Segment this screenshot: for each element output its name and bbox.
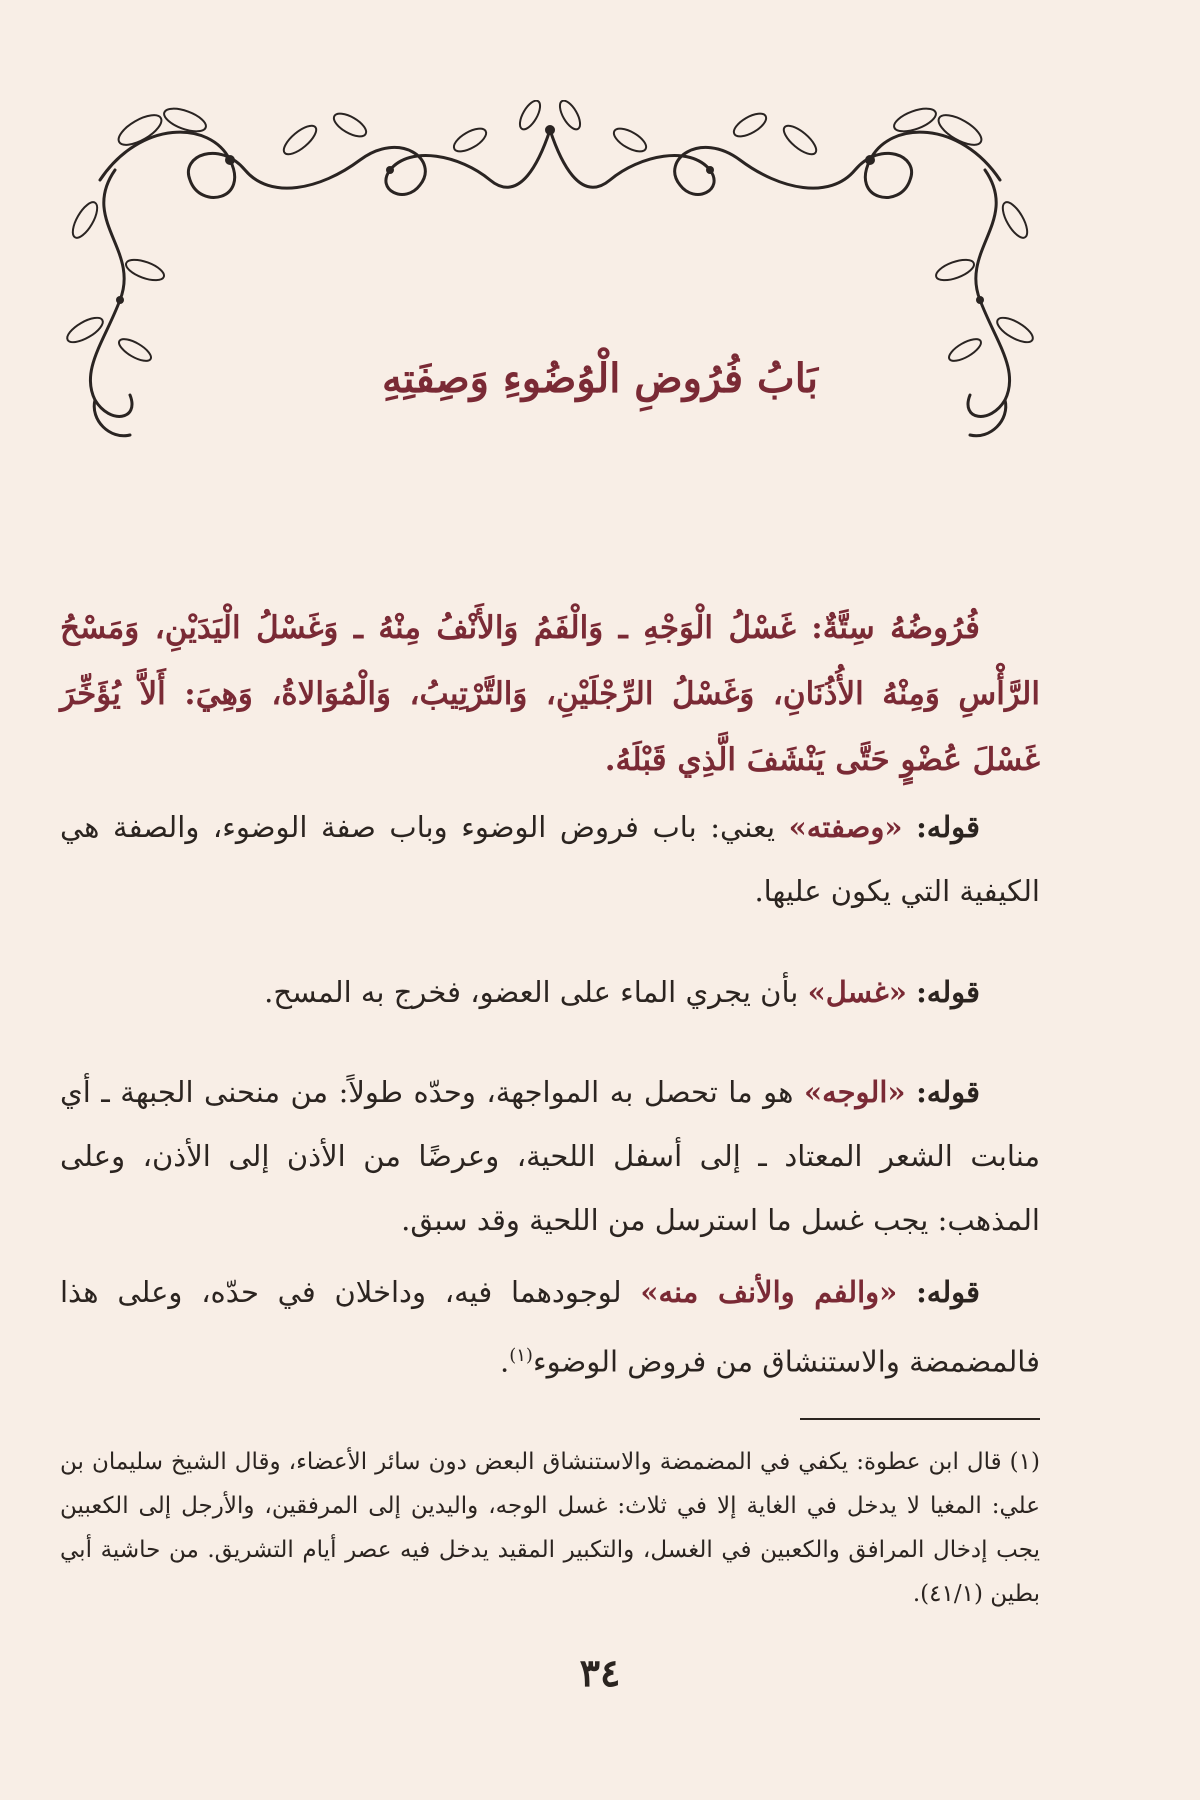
paragraph-lead: قوله: bbox=[916, 810, 980, 844]
paragraph-lead: قوله: bbox=[916, 1075, 981, 1109]
commentary-paragraph bbox=[60, 1060, 1040, 1252]
footnote: (١) قال ابن عطوة: يكفي في المضمضة والاستنشاق البعض دون سائر الأعضاء، وقال الشيخ سليمان بن علي: المغيا لا يدخل في الغاية إلا في ثلاث: غسل الوجه، واليدين إلى المرفقين، والأرجل إلى الكعبين يجب إدخال المرافق والكعبين في الغسل، والتكبير المقيد يدخل فيه عصر أيام التشريق. من حاشية أبي بطين (٤١/١). bbox=[60, 1449, 1040, 1607]
paragraph-text: لوجودهما فيه، وداخلان في حدّه، وعلى هذا فالمضمضة والاستنشاق من فروض الوضوء bbox=[60, 1275, 1040, 1379]
chapter-title: بَابُ فُرُوضِ الْوُضُوءِ وَصِفَتِهِ bbox=[381, 355, 819, 402]
paragraph-text: يعني: باب فروض الوضوء وباب صفة الوضوء، والصفة هي الكيفية التي يكون عليها. bbox=[60, 810, 1040, 908]
paragraph-text: هو ما تحصل به المواجهة، وحدّه طولاً: من منحنى الجبهة ـ أي منابت الشعر المعتاد ـ إلى أسفل اللحية، وعرضًا من الأذن إلى الأذن، وعلى المذهب: يجب غسل ما استرسل من اللحية وقد سبق. bbox=[60, 1075, 1040, 1237]
paragraph-end: . bbox=[500, 1344, 510, 1379]
page-number: ٣٤ bbox=[579, 1650, 621, 1695]
paragraph-lead: قوله: bbox=[916, 975, 980, 1009]
footnote-divider bbox=[800, 1418, 1040, 1420]
quoted-term: «والفم والأنف منه» bbox=[640, 1275, 898, 1309]
commentary-paragraph bbox=[60, 960, 1040, 1024]
main-text: فُرُوضُهُ سِتَّةٌ: غَسْلُ الْوَجْهِ ـ وَالْفَمُ وَالأَنْفُ مِنْهُ ـ وَغَسْلُ الْيَدَيْنِ، وَمَسْحُ الرَّأْسِ وَمِنْهُ الأُذُنَانِ، وَغَسْلُ الرِّجْلَيْنِ، وَالتَّرْتِيبُ، وَالْمُوَالاةُ، وَهِيَ: أَلاَّ يُؤَخِّرَ غَسْلَ عُضْوٍ حَتَّى يَنْشَفَ الَّذِي قَبْلَهُ. bbox=[60, 610, 1040, 778]
commentary-paragraph bbox=[60, 1260, 1040, 1394]
paragraph-lead: قوله: bbox=[916, 1275, 981, 1309]
paragraph-text: بأن يجري الماء على العضو، فخرج به المسح. bbox=[264, 975, 799, 1009]
commentary-paragraph bbox=[60, 795, 1040, 923]
footnote-reference[interactable]: (١) bbox=[509, 1345, 533, 1366]
quoted-term: «الوجه» bbox=[803, 1075, 906, 1109]
quoted-term: «وصفته» bbox=[788, 810, 903, 844]
quoted-term: «غسل» bbox=[807, 975, 907, 1009]
